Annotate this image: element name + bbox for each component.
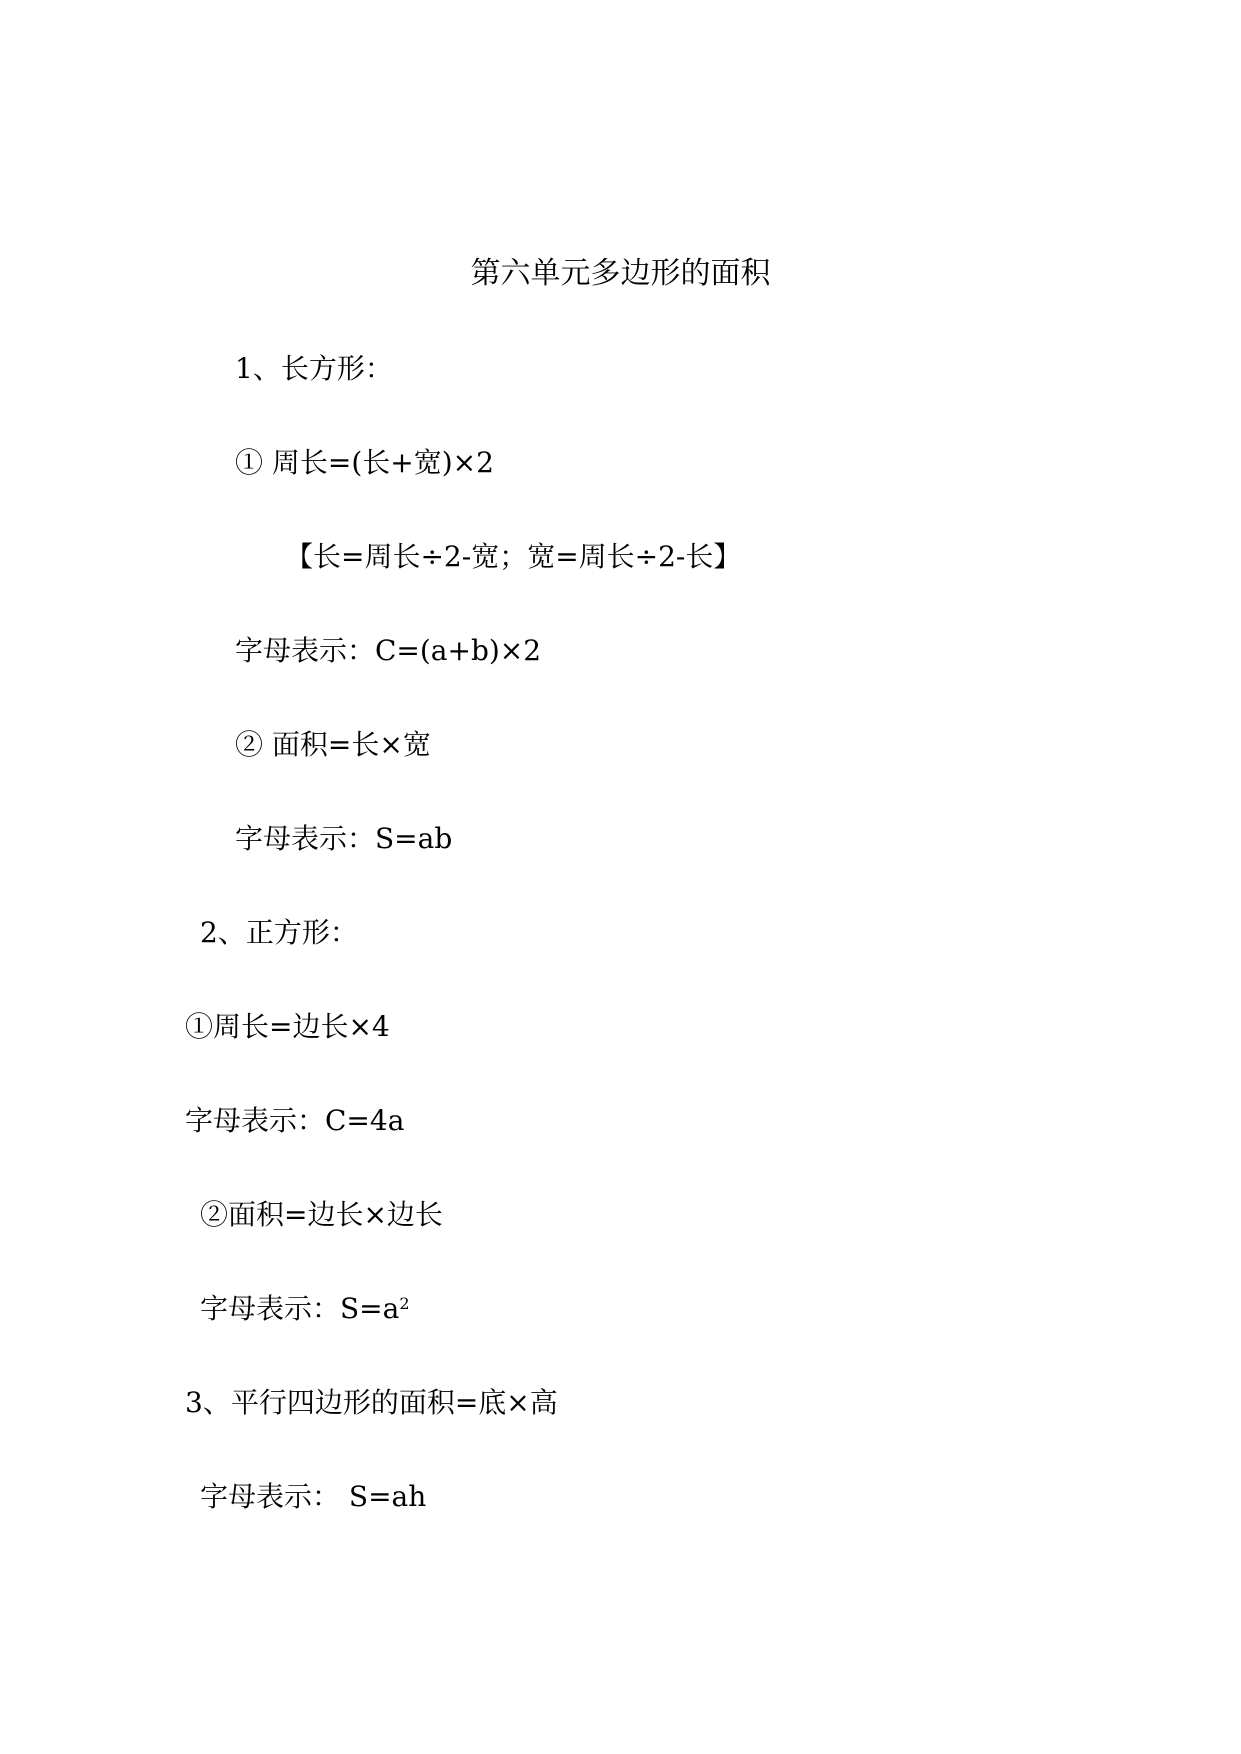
rectangle-perimeter-letters: 字母表示：C=(a+b)×2 (235, 634, 542, 667)
square-area-letters (200, 1289, 410, 1329)
page-title: 第六单元多边形的面积 (470, 256, 771, 291)
rectangle-area-letters: 字母表示：S=ab (235, 822, 453, 855)
rectangle-derived-formulas: 【长=周长÷2-宽；宽=周长÷2-长】 (285, 540, 742, 573)
square-area-letters-text: 字母表示：S=a (200, 1292, 400, 1325)
section-parallelogram-area: 3、平行四边形的面积=底×高 (185, 1386, 558, 1419)
square-perimeter-letters: 字母表示：C=4a (185, 1104, 405, 1137)
square-exponent: 2 (399, 1294, 410, 1313)
square-perimeter-formula: ①周长=边长×4 (185, 1010, 390, 1043)
section-square-heading: 2、正方形： (200, 916, 358, 949)
square-area-formula: ②面积=边长×边长 (200, 1198, 443, 1231)
rectangle-perimeter-formula: ① 周长=(长+宽)×2 (235, 446, 494, 479)
parallelogram-area-letters: 字母表示： S=ah (200, 1480, 427, 1513)
rectangle-area-formula: ② 面积=长×宽 (235, 728, 431, 761)
section-rectangle-heading: 1、长方形： (235, 352, 393, 385)
